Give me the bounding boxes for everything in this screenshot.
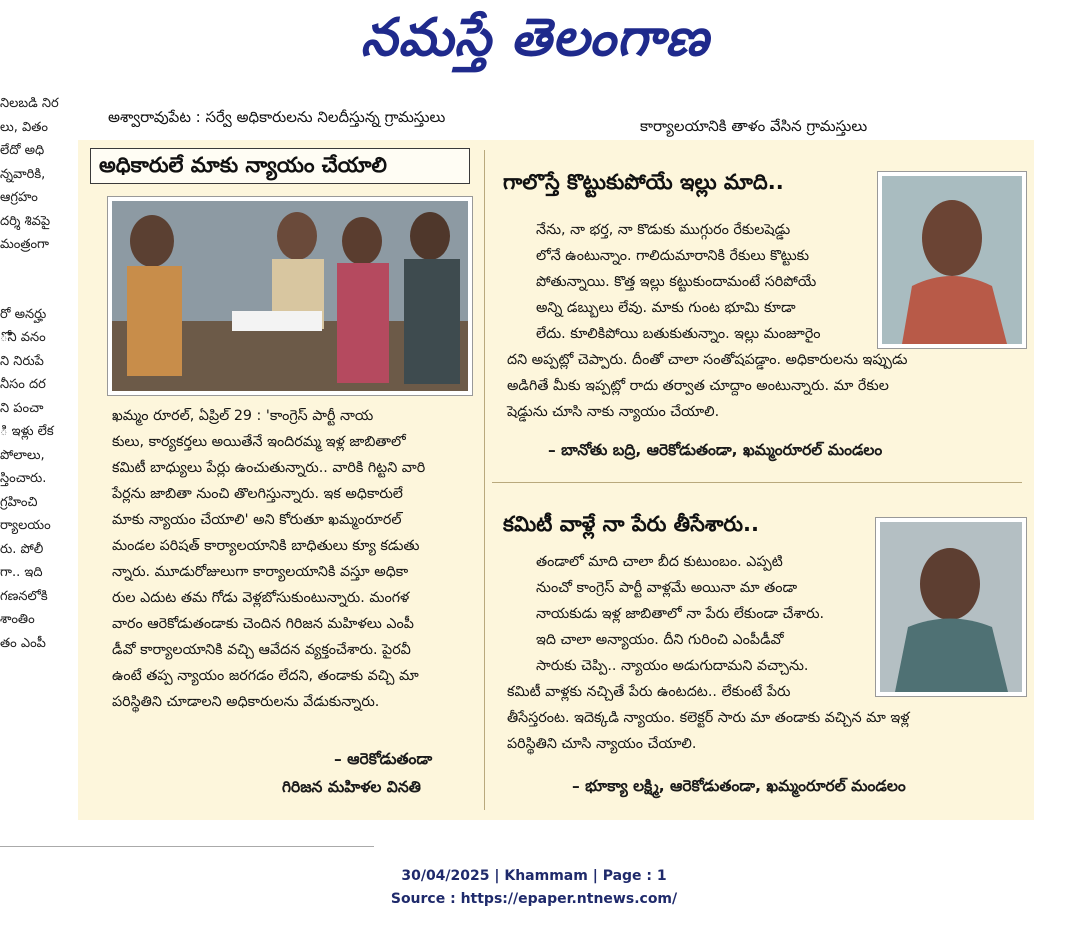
story-two-body [536, 217, 821, 347]
body-line: పరిస్థితిని చూసి న్యాయం చేయాలి. [507, 736, 697, 752]
left-line: ఆగ్రహం [0, 190, 38, 205]
left-line: దర్శి శివపై [0, 213, 51, 229]
body-line: లోనే ఉంటున్నాం. గాలిదుమారానికి రేకులు కొట్టుకు [536, 248, 810, 264]
main-story-heading-box [90, 148, 470, 184]
left-line: రు. పోలీ [0, 541, 44, 557]
body-line: వారం ఆరెకోడుతండాకు చెందిన గిరిజన మహిళలు ఎంపీ [112, 616, 414, 632]
left-line: న్నవారికి, [0, 166, 46, 182]
left-line: తం ఎంపీ [0, 635, 46, 651]
body-line: కమిటీ బాధ్యులు పేర్లు ఉంచుతున్నారు.. వారికి గిట్టని వారి [112, 460, 426, 476]
left-line: ోని వనం [0, 330, 46, 345]
body-line: న్నారు. మూడురోజులుగా కార్యాలయానికి వస్తూ అధికా [112, 564, 409, 580]
body-line: తీసేస్తరంట. ఇదెక్కడి న్యాయం. కలెక్టర్ సారు మా తండాకు వచ్చిన మా ఇళ్ల [507, 710, 910, 726]
left-line: గ్రహించి [0, 494, 38, 510]
body-line: అడిగితే మీకు ఇప్పట్లో రాదు తర్వాత చూద్దాం అంటున్నారు. మా రేకుల [507, 378, 889, 394]
story-three-body-wide [507, 679, 910, 757]
main-story-signature-place: – ఆరెకోడుతండా [334, 750, 433, 768]
left-line: నిలబడి నిర [0, 96, 59, 111]
story-divider [492, 482, 1022, 483]
body-line: పోతున్నాయి. కొత్త ఇల్లు కట్టుకుందామంటే సరిపోయే [536, 274, 817, 290]
body-line: ఖమ్మం రూరల్, ఏప్రిల్ 29 : 'కాంగ్రెస్ పార్టీ నాయ [112, 408, 374, 424]
left-line: లేదో అధి [0, 143, 45, 158]
story-two-signature: – బానోతు బద్రి, ఆరెకోడుతండా, ఖమ్మంరూరల్ మండలం [548, 441, 883, 459]
left-line: ర్యాలయం [0, 518, 51, 533]
body-line: నాయకుడు ఇళ్ల జాబితాలో నా పేరు లేకుండా చేశారు. [536, 606, 825, 622]
left-line: రో అనర్హు [0, 306, 47, 322]
woman-portrait-photo [878, 172, 1026, 348]
left-line: ని పంచా [0, 400, 44, 416]
body-line: కమిటీ వాళ్లకు నచ్చితే పేరు ఉంటదట.. లేకుంటే పేరు [507, 684, 791, 700]
body-line: దని అప్పట్లో చెప్పారు. దీంతో చాలా సంతోషపడ్డాం. అధికారులను ఇప్పుడు [507, 352, 908, 368]
left-line: పోలాలు, [0, 447, 45, 463]
footer-edition-info: 30/04/2025 | Khammam | Page : 1 [401, 868, 667, 884]
body-line: సారుకు చెప్పి.. న్యాయం అడుగుదామని వచ్చాను. [536, 658, 809, 674]
left-line: ని నిరుపే [0, 353, 44, 369]
story-two-body-wide [507, 347, 908, 425]
left-column-fragment [0, 92, 72, 832]
body-line: ఉంటే తప్ప న్యాయం జరగడం లేదని, తండాకు వచ్చి మా [112, 668, 419, 684]
left-line: నీసం దర [0, 377, 46, 392]
woman-portrait-photo-2 [876, 518, 1026, 696]
footer-source-link[interactable]: Source : https://epaper.ntnews.com/ [390, 891, 678, 907]
body-line: షెడ్డును చూసి నాకు న్యాయం చేయాలి. [507, 404, 720, 420]
body-line: తండాలో మాది చాలా బీద కుటుంబం. ఎప్పటి [536, 554, 783, 570]
story-three-heading: కమిటీ వాళ్లే నా పేరు తీసేశారు.. [503, 512, 760, 536]
main-story-signature-title: గిరిజన మహిళల వినతి [282, 778, 421, 796]
body-line: ఇది చాలా అన్యాయం. దీని గురించి ఎంపీడీవో [536, 632, 784, 648]
body-line: మండల పరిషత్ కార్యాలయానికి బాధితులు క్యూ కడుతు [112, 538, 420, 554]
main-story-body [112, 403, 425, 715]
left-line: గా.. ఇది [0, 565, 43, 580]
body-line: లేదు. కూలికిపోయి బతుకుతున్నాం. ఇల్లు మంజూరైం [536, 326, 821, 342]
body-line: నేను, నా భర్త, నా కొడుకు ముగ్గురం రేకులషెడ్డు [536, 222, 791, 238]
story-two-heading: గాలొస్తే కొట్టుకుపోయే ఇల్లు మాది.. [503, 170, 784, 194]
footer-rule [0, 846, 374, 847]
left-line: గణనలోకి [0, 588, 48, 604]
group-photo [108, 197, 472, 395]
body-line: రుల ఎదుట తమ గోడు వెళ్లబోసుకుంటున్నారు. మంగళ [112, 590, 410, 606]
story-three-signature: – భూక్యా లక్ష్మి, ఆరెకోడుతండా, ఖమ్మంరూరల్ మండలం [572, 777, 906, 795]
body-line: డీవో కార్యాలయానికి వచ్చి ఆవేదన వ్యక్తంచేశారు. పైరవీ [112, 642, 411, 658]
left-line: లు, వితం [0, 119, 48, 135]
body-line: అన్ని డబ్బులు లేవు. మాకు గుంట భూమి కూడా [536, 300, 796, 316]
photo-caption-right: కార్యాలయానికి తాళం వేసిన గ్రామస్తులు [640, 117, 868, 135]
left-line: మంత్రంగా [0, 237, 50, 252]
body-line: నుంచో కాంగ్రెస్ పార్టీ వాళ్లమే అయినా మా తండా [536, 580, 798, 596]
left-line: ి ఇళ్లు లేక [0, 424, 54, 439]
left-line: శాంతిం [0, 612, 35, 627]
masthead-logo: నమస్తే తెలంగాణ [360, 8, 710, 68]
body-line: పరిస్థితిని చూడాలని అధికారులను వేడుకున్నారు. [112, 694, 380, 710]
body-line: మాకు న్యాయం చేయాలి' అని కోరుతూ ఖమ్మంరూరల్ [112, 512, 402, 528]
left-line: స్తించారు. [0, 471, 47, 486]
column-divider [484, 150, 485, 810]
main-story-heading: అధికారులే మాకు న్యాయం చేయాలి [99, 153, 387, 177]
body-line: పేర్లను జాబితా నుంచి తొలగిస్తున్నారు. ఇక అధికారులే [112, 486, 403, 502]
body-line: కులు, కార్యకర్తలు అయితేనే ఇందిరమ్మ ఇళ్ల జాబితాలో [112, 434, 406, 450]
photo-caption-left: అశ్వారావుపేట : సర్వే అధికారులను నిలదీస్తున్న గ్రామస్తులు [108, 108, 446, 126]
story-three-body [536, 549, 824, 679]
